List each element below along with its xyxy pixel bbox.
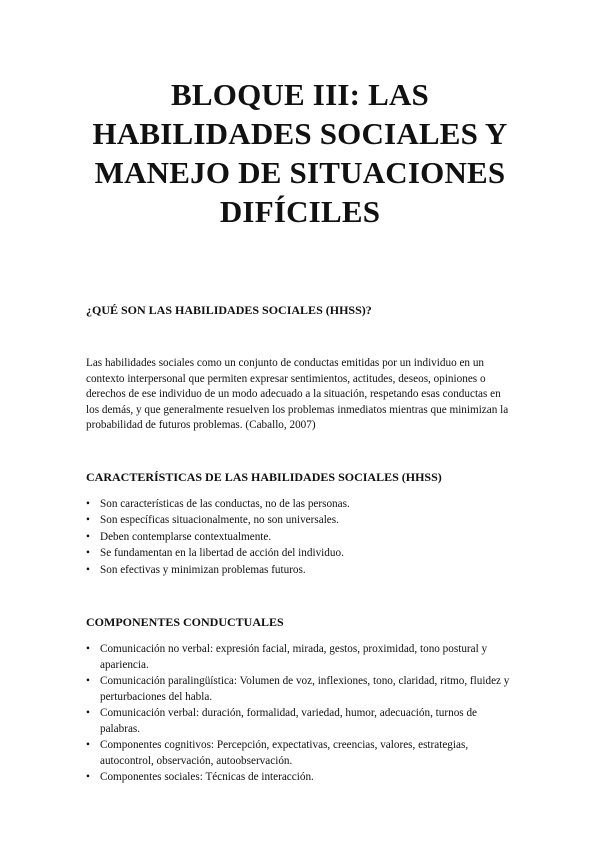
list-item-text: Comunicación paralingüística: Volumen de voz, inflexiones, tono, claridad, ritmo, fluidez y perturbaciones del habla.: [100, 675, 510, 703]
list-item: [86, 563, 514, 579]
list-item: [86, 738, 514, 769]
components-list: [86, 642, 514, 786]
list-item-text: Comunicación verbal: duración, formalidad, variedad, humor, adecuación, turnos de palabras.: [100, 707, 477, 735]
list-item: [86, 530, 514, 546]
list-item-text: Son características de las conductas, no de las personas.: [100, 497, 350, 510]
list-item: [86, 674, 514, 705]
list-item: [86, 513, 514, 529]
section-heading-definition: ¿QUÉ SON LAS HABILIDADES SOCIALES (HHSS)?: [86, 303, 372, 317]
bullet-icon: •: [86, 497, 90, 510]
list-item: [86, 770, 514, 786]
list-item: [86, 497, 514, 513]
list-item-text: Deben contemplarse contextualmente.: [100, 530, 272, 543]
title-line-1: BLOQUE III: LAS: [171, 77, 429, 112]
bullet-icon: •: [86, 530, 90, 543]
list-item-text: Se fundamentan en la libertad de acción del individuo.: [100, 547, 344, 559]
bullet-icon: •: [86, 547, 90, 559]
list-item-text: Son específicas situacionalmente, no son universales.: [100, 514, 339, 526]
definition-paragraph: Las habilidades sociales como un conjunto de conductas emitidas por un individuo en un contexto interpersonal que permiten expresar sentimientos, actitudes, deseos, opiniones o derechos de ese individuo de un modo adecuado a la situación, respetando esas conductas en los demás, y que generalmente resuelven los problemas inmediatos mientras que minimizan la probabilidad de futuros problemas. (Caballo, 2007): [86, 357, 509, 431]
section-heading-characteristics: CARACTERÍSTICAS DE LAS HABILIDADES SOCIALES (HHSS): [86, 469, 442, 484]
bullet-icon: •: [86, 771, 90, 783]
bullet-icon: •: [86, 739, 90, 751]
list-item: [86, 642, 514, 673]
list-item-text: Comunicación no verbal: expresión facial, mirada, gestos, proximidad, tono postural y apariencia.: [100, 643, 488, 671]
list-item: [86, 706, 514, 737]
title-line-2: HABILIDADES SOCIALES Y: [92, 116, 508, 151]
bullet-icon: •: [86, 514, 90, 526]
bullet-icon: •: [86, 675, 90, 687]
bullet-icon: •: [86, 707, 90, 719]
section-heading-components: COMPONENTES CONDUCTUALES: [86, 615, 284, 629]
title-line-3: MANEJO DE SITUACIONES: [94, 155, 506, 190]
list-item: [86, 546, 514, 562]
list-item-text: Son efectivas y minimizan problemas futuros.: [100, 563, 306, 576]
title-line-4: DIFÍCILES: [219, 194, 381, 229]
document-title: [86, 0, 514, 231]
list-item-text: Componentes sociales: Técnicas de interacción.: [100, 771, 314, 783]
bullet-icon: •: [86, 563, 90, 576]
characteristics-list: [86, 497, 514, 579]
list-item-text: Componentes cognitivos: Percepción, expectativas, creencias, valores, estrategias, autocontrol, observación, autoobservación.: [100, 739, 469, 767]
bullet-icon: •: [86, 643, 90, 655]
